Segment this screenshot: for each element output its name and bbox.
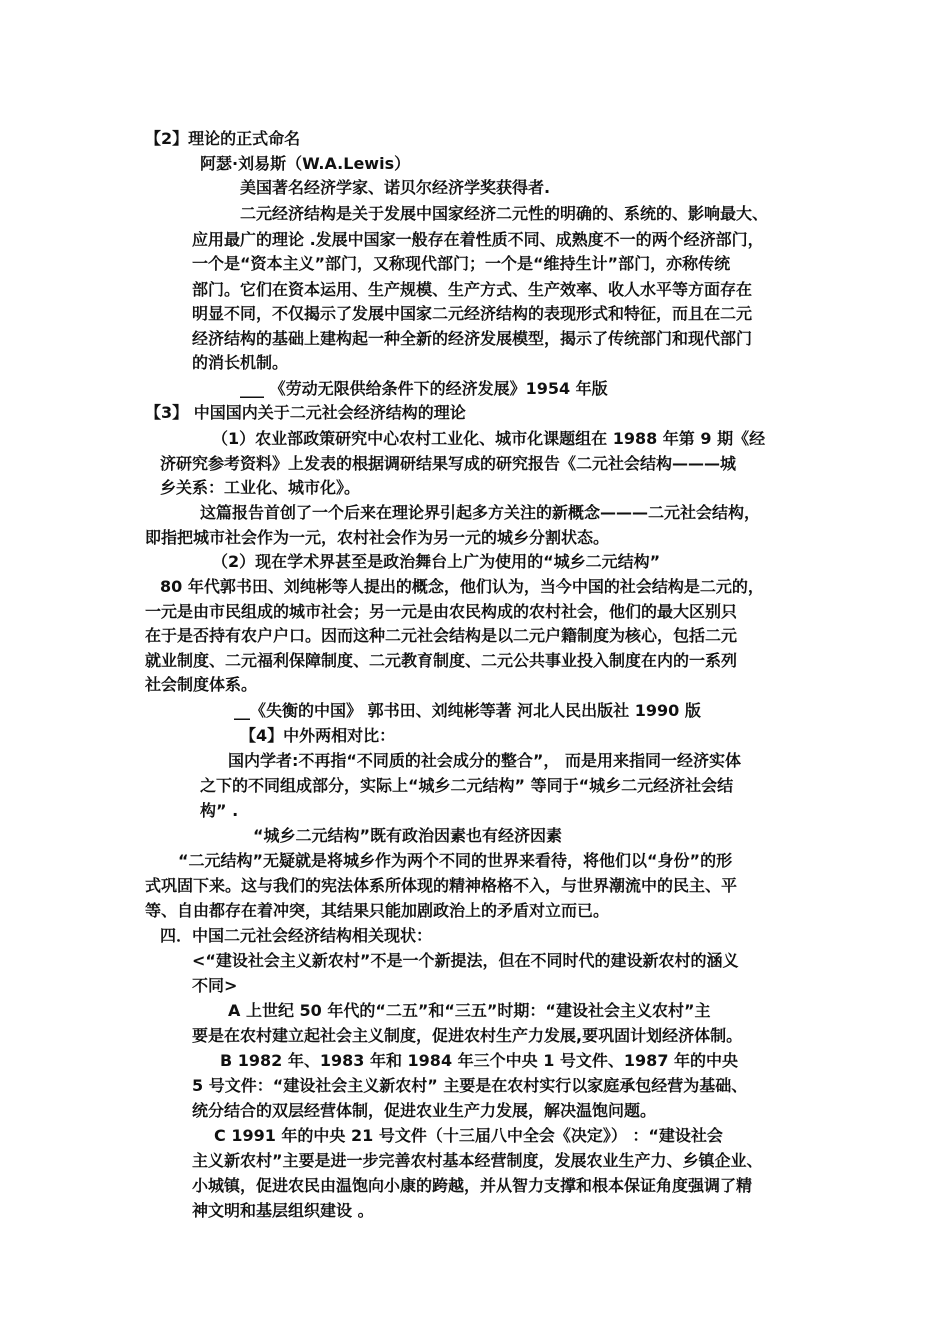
text-line: 神文明和基层组织建设 。 (192, 1201, 374, 1220)
text-line: “城乡二元结构”既有政治因素也有经济因素 (253, 826, 563, 845)
text-line: 明显不同，不仅揭示了发展中国家二元经济结构的表现形式和特征，而且在二元 (192, 304, 753, 323)
text-line: 二元经济结构是关于发展中国家经济二元性的明确的、系统的、影响最大、 (240, 204, 769, 223)
text-line: 不同> (192, 976, 238, 995)
text-line: 即指把城市社会作为一元，农村社会作为另一元的城乡分割状态。 (145, 528, 610, 547)
text-line: 在于是否持有农户户口。因而这种二元社会结构是以二元户籍制度为核心，包括二元 (145, 626, 738, 645)
text-line: 经济结构的基础上建构起一种全新的经济发展模型，揭示了传统部门和现代部门 (192, 329, 753, 348)
text-line: （2）现在学术界甚至是政治舞台上广为使用的“城乡二元结构” (212, 552, 661, 571)
text-line: 80 年代郭书田、刘纯彬等人提出的概念，他们认为，当今中国的社会结构是二元的， (160, 577, 764, 596)
text-line: 国内学者:不再指“不同质的社会成分的整合”， 而是用来指同一经济实体 (228, 751, 742, 770)
text-line: “二元结构”无疑就是将城乡作为两个不同的世界来看待，将他们以“身份”的形 (178, 851, 733, 870)
text-line: 要是在农村建立起社会主义制度，促进农村生产力发展,要巩固计划经济体制。 (192, 1026, 743, 1045)
text-line: 这篇报告首创了一个后来在理论界引起多方关注的新概念———二元社会结构， (200, 503, 761, 522)
text-line: 的消长机制。 (192, 353, 289, 372)
text-line: ___ 《劳动无限供给条件下的经济发展》1954 年版 (240, 379, 608, 398)
text-line: C 1991 年的中央 21 号文件（十三届八中全会《决定》） ：“建设社会 (214, 1126, 723, 1145)
text-line: 等、自由都存在着冲突，其结果只能加剧政治上的矛盾对立而已。 (145, 901, 610, 920)
text-line: A 上世纪 50 年代的“二五”和“三五”时期：“建设社会主义农村”主 (228, 1001, 711, 1020)
text-line: 5 号文件：“建设社会主义新农村” 主要是在农村实行以家庭承包经营为基础、 (192, 1076, 748, 1095)
text-line: B 1982 年、1983 年和 1984 年三个中央 1 号文件、1987 年的中央 (220, 1051, 739, 1070)
text-line: 一个是“资本主义”部门，又称现代部门；一个是“维持生计”部门，亦称传统 (192, 254, 731, 273)
text-line: 式巩固下来。这与我们的宪法体系所体现的精神格格不入，与世界潮流中的民主、平 (145, 876, 738, 895)
text-line: __《失衡的中国》 郭书田、刘纯彬等著 河北人民出版社 1990 版 (234, 701, 701, 720)
text-line: 阿瑟·刘易斯（W.A.Lewis） (200, 154, 411, 173)
text-line: 【2】理论的正式命名 (145, 129, 301, 148)
text-line: 就业制度、二元福利保障制度、二元教育制度、二元公共事业投入制度在内的一系列 (145, 651, 738, 670)
text-line: 【3】 中国国内关于二元社会经济结构的理论 (145, 403, 466, 422)
text-line: （1）农业部政策研究中心农村工业化、城市化课题组在 1988 年第 9 期《经 (212, 429, 766, 448)
text-line: 美国著名经济学家、诺贝尔经济学奖获得者. (240, 178, 551, 197)
text-line: <“建设社会主义新农村”不是一个新提法，但在不同时代的建设新农村的涵义 (192, 951, 739, 970)
text-line: 乡关系：工业化、城市化》。 (160, 478, 361, 497)
text-line: 部门。它们在资本运用、生产规模、生产方式、生产效率、收人水平等方面存在 (192, 280, 753, 299)
text-line: 四．中国二元社会经济结构相关现状： (160, 926, 433, 945)
text-line: 构” . (200, 801, 239, 820)
text-line: 主义新农村”主要是进一步完善农村基本经营制度，发展农业生产力、乡镇企业、 (192, 1151, 763, 1170)
text-line: 济研究参考资料》上发表的根据调研结果写成的研究报告《二元社会结构———城 (160, 454, 737, 473)
text-line: 统分结合的双层经营体制，促进农业生产力发展，解决温饱问题。 (192, 1101, 657, 1120)
text-line: 小城镇，促进农民由温饱向小康的跨越，并从智力支撑和根本保证角度强调了精 (192, 1176, 753, 1195)
text-line: 应用最广的理论 .发展中国家一般存在着性质不同、成熟度不一的两个经济部门， (192, 230, 764, 249)
text-line: 【4】中外两相对比： (240, 726, 396, 745)
text-line: 之下的不同组成部分，实际上“城乡二元结构” 等同于“城乡二元经济社会结 (200, 776, 734, 795)
text-line: 一元是由市民组成的城市社会；另一元是由农民构成的农村社会，他们的最大区别只 (145, 602, 738, 621)
text-line: 社会制度体系。 (145, 675, 258, 694)
